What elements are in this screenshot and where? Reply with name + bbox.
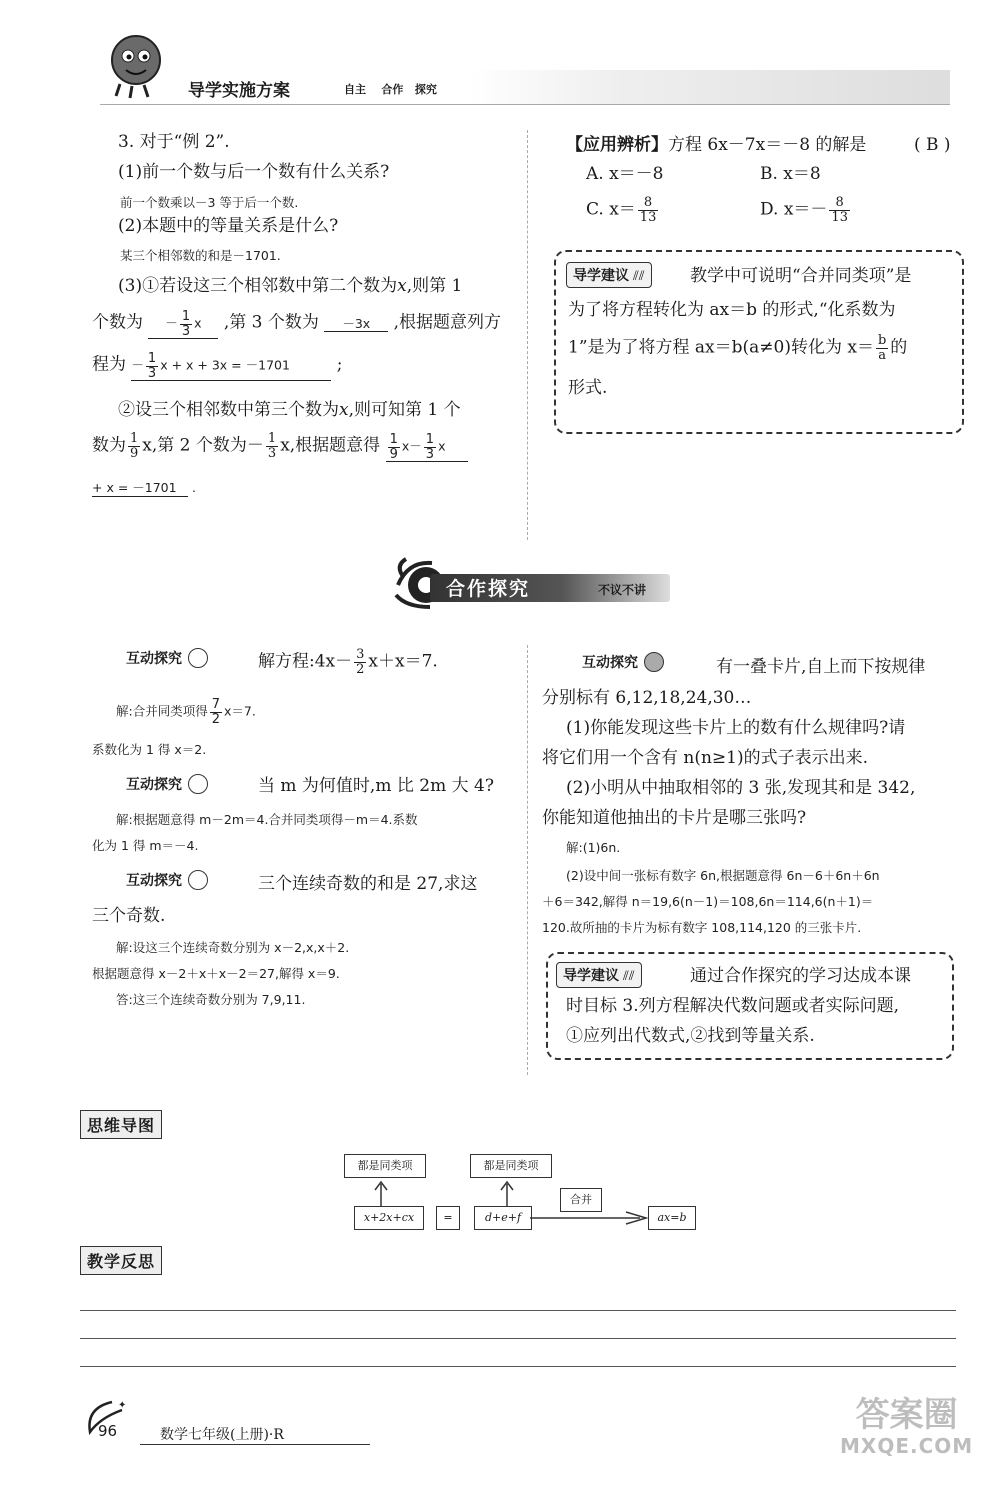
interactive-explore-3 — [126, 870, 208, 890]
coop-p2-sol2: 化为 1 得 m＝－4. — [92, 838, 199, 853]
coop-r-l4: 将它们用一个含有 n(n≥1)的式子表示出来. — [542, 748, 869, 768]
text: 方程 6x－7x＝－8 的解是 — [668, 135, 867, 155]
column-divider-top — [527, 130, 528, 540]
circle-icon — [188, 870, 208, 890]
coop-r-l2: 分别标有 6,12,18,24,30… — [542, 688, 752, 708]
text: C. x＝ — [586, 199, 636, 220]
hudong-label: 互动探究 — [126, 777, 182, 793]
coop-p1-sol1 — [116, 698, 256, 726]
map-box-expr-2: d+e+f — [474, 1206, 532, 1230]
q3-ans2: 某三个相邻数的和是－1701. — [120, 248, 281, 263]
text: 程为 — [92, 354, 126, 375]
coop-p1-sol2: 系数化为 1 得 x＝2. — [92, 742, 207, 757]
text: x＋x＝7. — [368, 651, 438, 672]
coop-r-s2: (2)设中间一张标有数字 6n,根据题意得 6n－6＋6n＋6n — [566, 868, 880, 883]
hudong-label: 互动探究 — [126, 651, 182, 667]
var: x — [339, 400, 349, 420]
interactive-explore-4 — [582, 652, 664, 672]
map-box-same-terms-1: 都是同类项 — [344, 1154, 426, 1178]
svg-text:✦: ✦ — [118, 1400, 127, 1411]
answer-blank-first: － $\frac{1}{3}$ x — [148, 310, 218, 339]
circle-icon — [188, 648, 208, 668]
coop-p3-sol1: 解:设这三个连续奇数分别为 x－2,x,x＋2. — [116, 940, 350, 955]
hudong-label: 互动探究 — [582, 655, 638, 671]
header-sub-1: 自主 — [344, 83, 366, 96]
teaching-tip-label-2 — [556, 962, 642, 988]
banner-title: 合作探究 — [446, 578, 531, 600]
header-title: 导学实施方案 — [188, 81, 290, 101]
tip2-line2: 时目标 3.列方程解决代数问题或者实际问题, — [566, 996, 900, 1016]
answer-blank-third: －3x — [324, 316, 388, 332]
interactive-explore-1 — [126, 648, 208, 668]
coop-p3-sol3: 答:这三个连续奇数分别为 7,9,11. — [116, 992, 306, 1007]
tip1-line2: 为了将方程转化为 ax＝b 的形式,“化系数为 — [568, 300, 896, 320]
q3-sub2: (2)本题中的等量关系是什么? — [118, 216, 339, 236]
coop-r-l6: 你能知道他抽出的卡片是哪三张吗? — [542, 808, 807, 828]
footer-rule — [140, 1444, 370, 1445]
option-c — [586, 196, 660, 224]
text: D. x＝－ — [760, 199, 828, 220]
text: x＝7. — [224, 703, 256, 719]
answer-equation: － $\frac{1}{3}$ x + x + 3x = －1701 — [131, 352, 331, 381]
map-box-merge: 合并 — [560, 1188, 602, 1212]
den: a — [878, 347, 887, 363]
circle-icon — [188, 774, 208, 794]
coop-r-l3: (1)你能发现这些卡片上的数有什么规律吗?请 — [566, 718, 906, 738]
tip-tag: 导学建议 ⫽⫽ — [566, 262, 652, 288]
text: x,第 2 个数为－ — [142, 435, 264, 456]
map-box-expr-1: x+2x+cx — [354, 1206, 424, 1230]
q3-sub3-line1 — [118, 276, 462, 296]
mindmap-title: 思维导图 — [80, 1110, 162, 1139]
reflection-line-3 — [80, 1366, 956, 1367]
text: 个数为 — [92, 312, 143, 333]
apply-label: 【应用辨析】 — [566, 135, 668, 155]
num: 8 — [829, 196, 850, 211]
map-box-same-terms-2: 都是同类项 — [470, 1154, 552, 1178]
apply-answer: ( B ) — [914, 135, 951, 155]
coop-r-l1: 有一叠卡片,自上而下按规律 — [716, 657, 926, 677]
text: 解:合并同类项得 — [116, 703, 208, 719]
option-a: A. x＝－8 — [586, 164, 664, 184]
tip1-line1: 教学中可说明“合并同类项”是 — [690, 266, 912, 286]
tip2-line1: 通过合作探究的学习达成本课 — [690, 966, 911, 986]
watermark-logo — [840, 1395, 974, 1458]
text: + x = －1701 — [92, 478, 188, 497]
coop-r-s1: 解:(1)6n. — [566, 840, 621, 855]
column-divider-bottom — [527, 645, 528, 1075]
interactive-explore-2 — [126, 774, 208, 794]
q3-sub3-line3: 程为 － $\frac{1}{3}$ x + x + 3x = －1701 ; — [92, 351, 343, 381]
text: ②设三个相邻数中第三个数为 — [118, 400, 339, 420]
text: 解方程:4x－ — [258, 651, 353, 672]
map-box-result: ax=b — [648, 1206, 696, 1230]
header-sub-3: 探究 — [414, 83, 437, 96]
text: ,则可知第 1 个 — [348, 400, 461, 420]
option-d — [760, 196, 852, 224]
text: 数为 — [92, 435, 126, 456]
coop-p1 — [258, 648, 438, 676]
text: ,则第 1 — [406, 276, 463, 296]
tip1-line3 — [568, 334, 907, 362]
var: x — [397, 276, 407, 296]
text: ,根据题意列方 — [393, 312, 502, 333]
header-decor-band — [470, 70, 950, 104]
den: 13 — [639, 209, 657, 225]
coop-p3-sol2: 根据题意得 x－2＋x＋x－2＝27,解得 x＝9. — [92, 966, 340, 981]
den: 2 — [356, 661, 365, 677]
watermark-text-2: MXQE.COM — [840, 1434, 974, 1458]
q3-sub1: (1)前一个数与后一个数有什么关系? — [118, 162, 390, 182]
text: x,根据题意得 — [280, 435, 381, 456]
den: 2 — [211, 711, 220, 727]
banner-subtitle: 不议不讲 — [598, 583, 647, 597]
teaching-tip-label-1 — [566, 262, 652, 288]
text: 的 — [890, 337, 908, 358]
coop-r-s4: 120.故所抽的卡片为标有数字 108,114,120 的三张卡片. — [542, 920, 862, 935]
tip1-line4: 形式. — [568, 378, 608, 398]
hudong-label: 互动探究 — [126, 873, 182, 889]
coop-p2-sol1: 解:根据题意得 m－2m＝4.合并同类项得－m＝4.系数 — [116, 812, 418, 827]
q3-intro: 3. 对于“例 2”. — [118, 132, 230, 152]
q3-sub3-line2 — [92, 310, 501, 339]
coop-r-s3: ＋6＝342,解得 n＝19,6(n－1)＝108,6n＝114,6(n＋1)＝ — [542, 894, 874, 909]
num: b — [877, 333, 887, 348]
text: (3)①若设这三个相邻数中第二个数为 — [118, 276, 398, 296]
reflection-title: 教学反思 — [80, 1246, 162, 1275]
watermark-text-1: 答案圈 — [855, 1395, 958, 1435]
page-number: 96 — [98, 1422, 118, 1440]
answer-eq2-part1: $\frac{1}{9}$ x－ $\frac{1}{3}$ x — [386, 433, 468, 462]
option-b: B. x＝8 — [760, 164, 821, 184]
header-sub-2: 合作 — [381, 83, 404, 96]
book-title: 数学七年级(上册)·R — [160, 1427, 284, 1443]
coop-p2: 当 m 为何值时,m 比 2m 大 4? — [258, 776, 494, 796]
coop-p3-l2: 三个奇数. — [92, 906, 166, 926]
q3-sub3-line5: 数为 $\frac{1}{9}$ x,第 2 个数为－ $\frac{1}{3}$ x,根据题意得 $\frac{1}{9}$ x－ $\frac{1}{3}$ x — [92, 432, 468, 462]
coop-r-l5: (2)小明从中抽取相邻的 3 张,发现其和是 342, — [566, 778, 916, 798]
eq-tail: x + x + 3x = －1701 — [160, 357, 290, 373]
den: 13 — [831, 209, 848, 225]
num: 8 — [638, 196, 659, 211]
text: ,第 3 个数为 — [223, 312, 319, 333]
q3-ans1: 前一个数乘以－3 等于后一个数. — [120, 195, 299, 210]
q3-sub3-line4 — [118, 400, 461, 420]
map-box-equals: = — [436, 1206, 460, 1230]
coop-p3-l1: 三个连续奇数的和是 27,求这 — [258, 874, 478, 894]
text: 1”是为了将方程 ax＝b(a≠0)转化为 x＝ — [568, 337, 874, 358]
header-rule — [100, 104, 950, 105]
reflection-line-2 — [80, 1338, 956, 1339]
reflection-line-1 — [80, 1310, 956, 1311]
num: 3 — [356, 647, 365, 662]
tip-tag: 导学建议 ⫽⫽ — [556, 962, 642, 988]
mindmap-connectors — [340, 1176, 710, 1236]
circle-icon — [644, 652, 664, 672]
num: 7 — [211, 697, 220, 712]
header-subtitle — [344, 81, 437, 97]
mascot-logo — [100, 30, 170, 100]
apply-question — [566, 135, 866, 155]
tip2-line3: ①应列出代数式,②找到等量关系. — [566, 1026, 815, 1046]
answer-eq2-part2: + x = －1701 . — [92, 480, 196, 495]
